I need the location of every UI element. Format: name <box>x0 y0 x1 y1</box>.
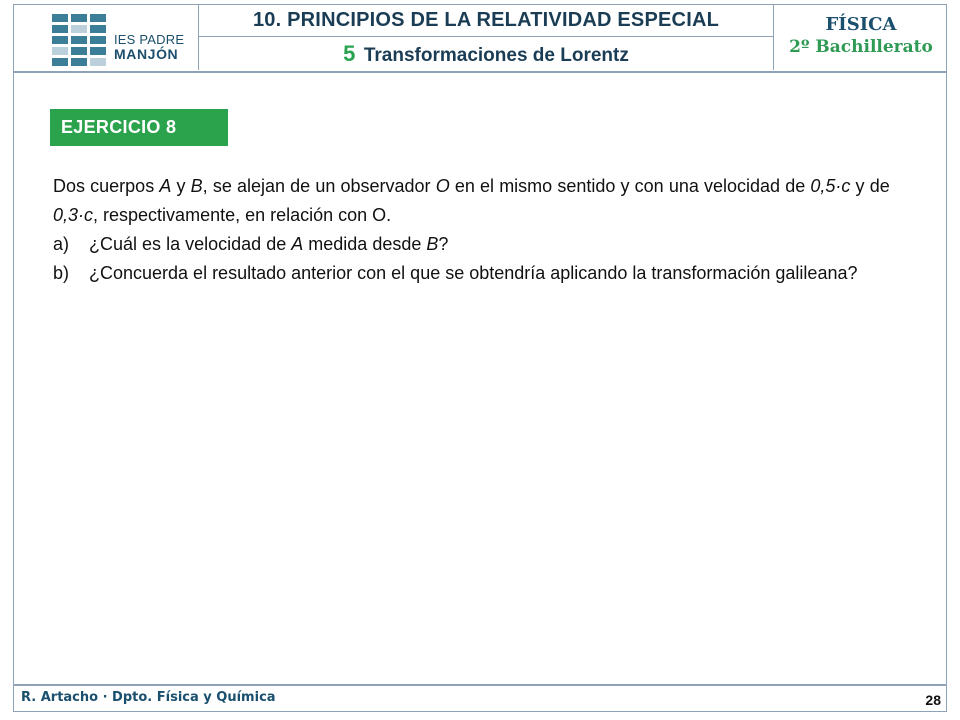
question-marker: b) <box>53 263 70 283</box>
footer-author: R. Artacho · Dpto. Física y Química <box>21 690 276 705</box>
logo-line-1: IES PADRE <box>114 32 185 47</box>
question-text: ¿Cuál es la velocidad de A medida desde B? <box>89 234 449 254</box>
school-logo <box>30 8 198 66</box>
logo-text <box>114 32 184 62</box>
question-text: ¿Concuerda el resultado anterior con el que se obtendría aplicando la transformación galileana? <box>89 263 858 283</box>
exercise-label: EJERCICIO 8 <box>50 109 228 146</box>
section-number: 5 <box>343 41 356 66</box>
page-number: 28 <box>925 692 941 708</box>
header-divider <box>13 71 947 73</box>
logo-line-2: MANJÓN <box>114 46 179 62</box>
subject-block <box>776 8 946 68</box>
question-item <box>53 259 890 288</box>
exercise-statement: Dos cuerpos A y B, se alejan de un observador O en el mismo sentido y con una velocidad de 0,5·c y de 0,3·c, respectivamente, en relación con O. <box>53 176 890 225</box>
unit-title: 10. PRINCIPIOS DE LA RELATIVIDAD ESPECIAL <box>199 4 773 37</box>
subject-name: FÍSICA <box>825 14 897 35</box>
question-marker: a) <box>53 234 70 254</box>
section-title <box>199 38 773 70</box>
section-title-text: Transformaciones de Lorentz <box>363 45 629 66</box>
logo-grid-icon <box>52 14 106 68</box>
course-name: 2º Bachillerato <box>789 37 933 57</box>
question-item <box>53 230 890 259</box>
footer <box>13 684 947 712</box>
exercise-body <box>53 172 890 288</box>
title-block <box>198 4 774 70</box>
